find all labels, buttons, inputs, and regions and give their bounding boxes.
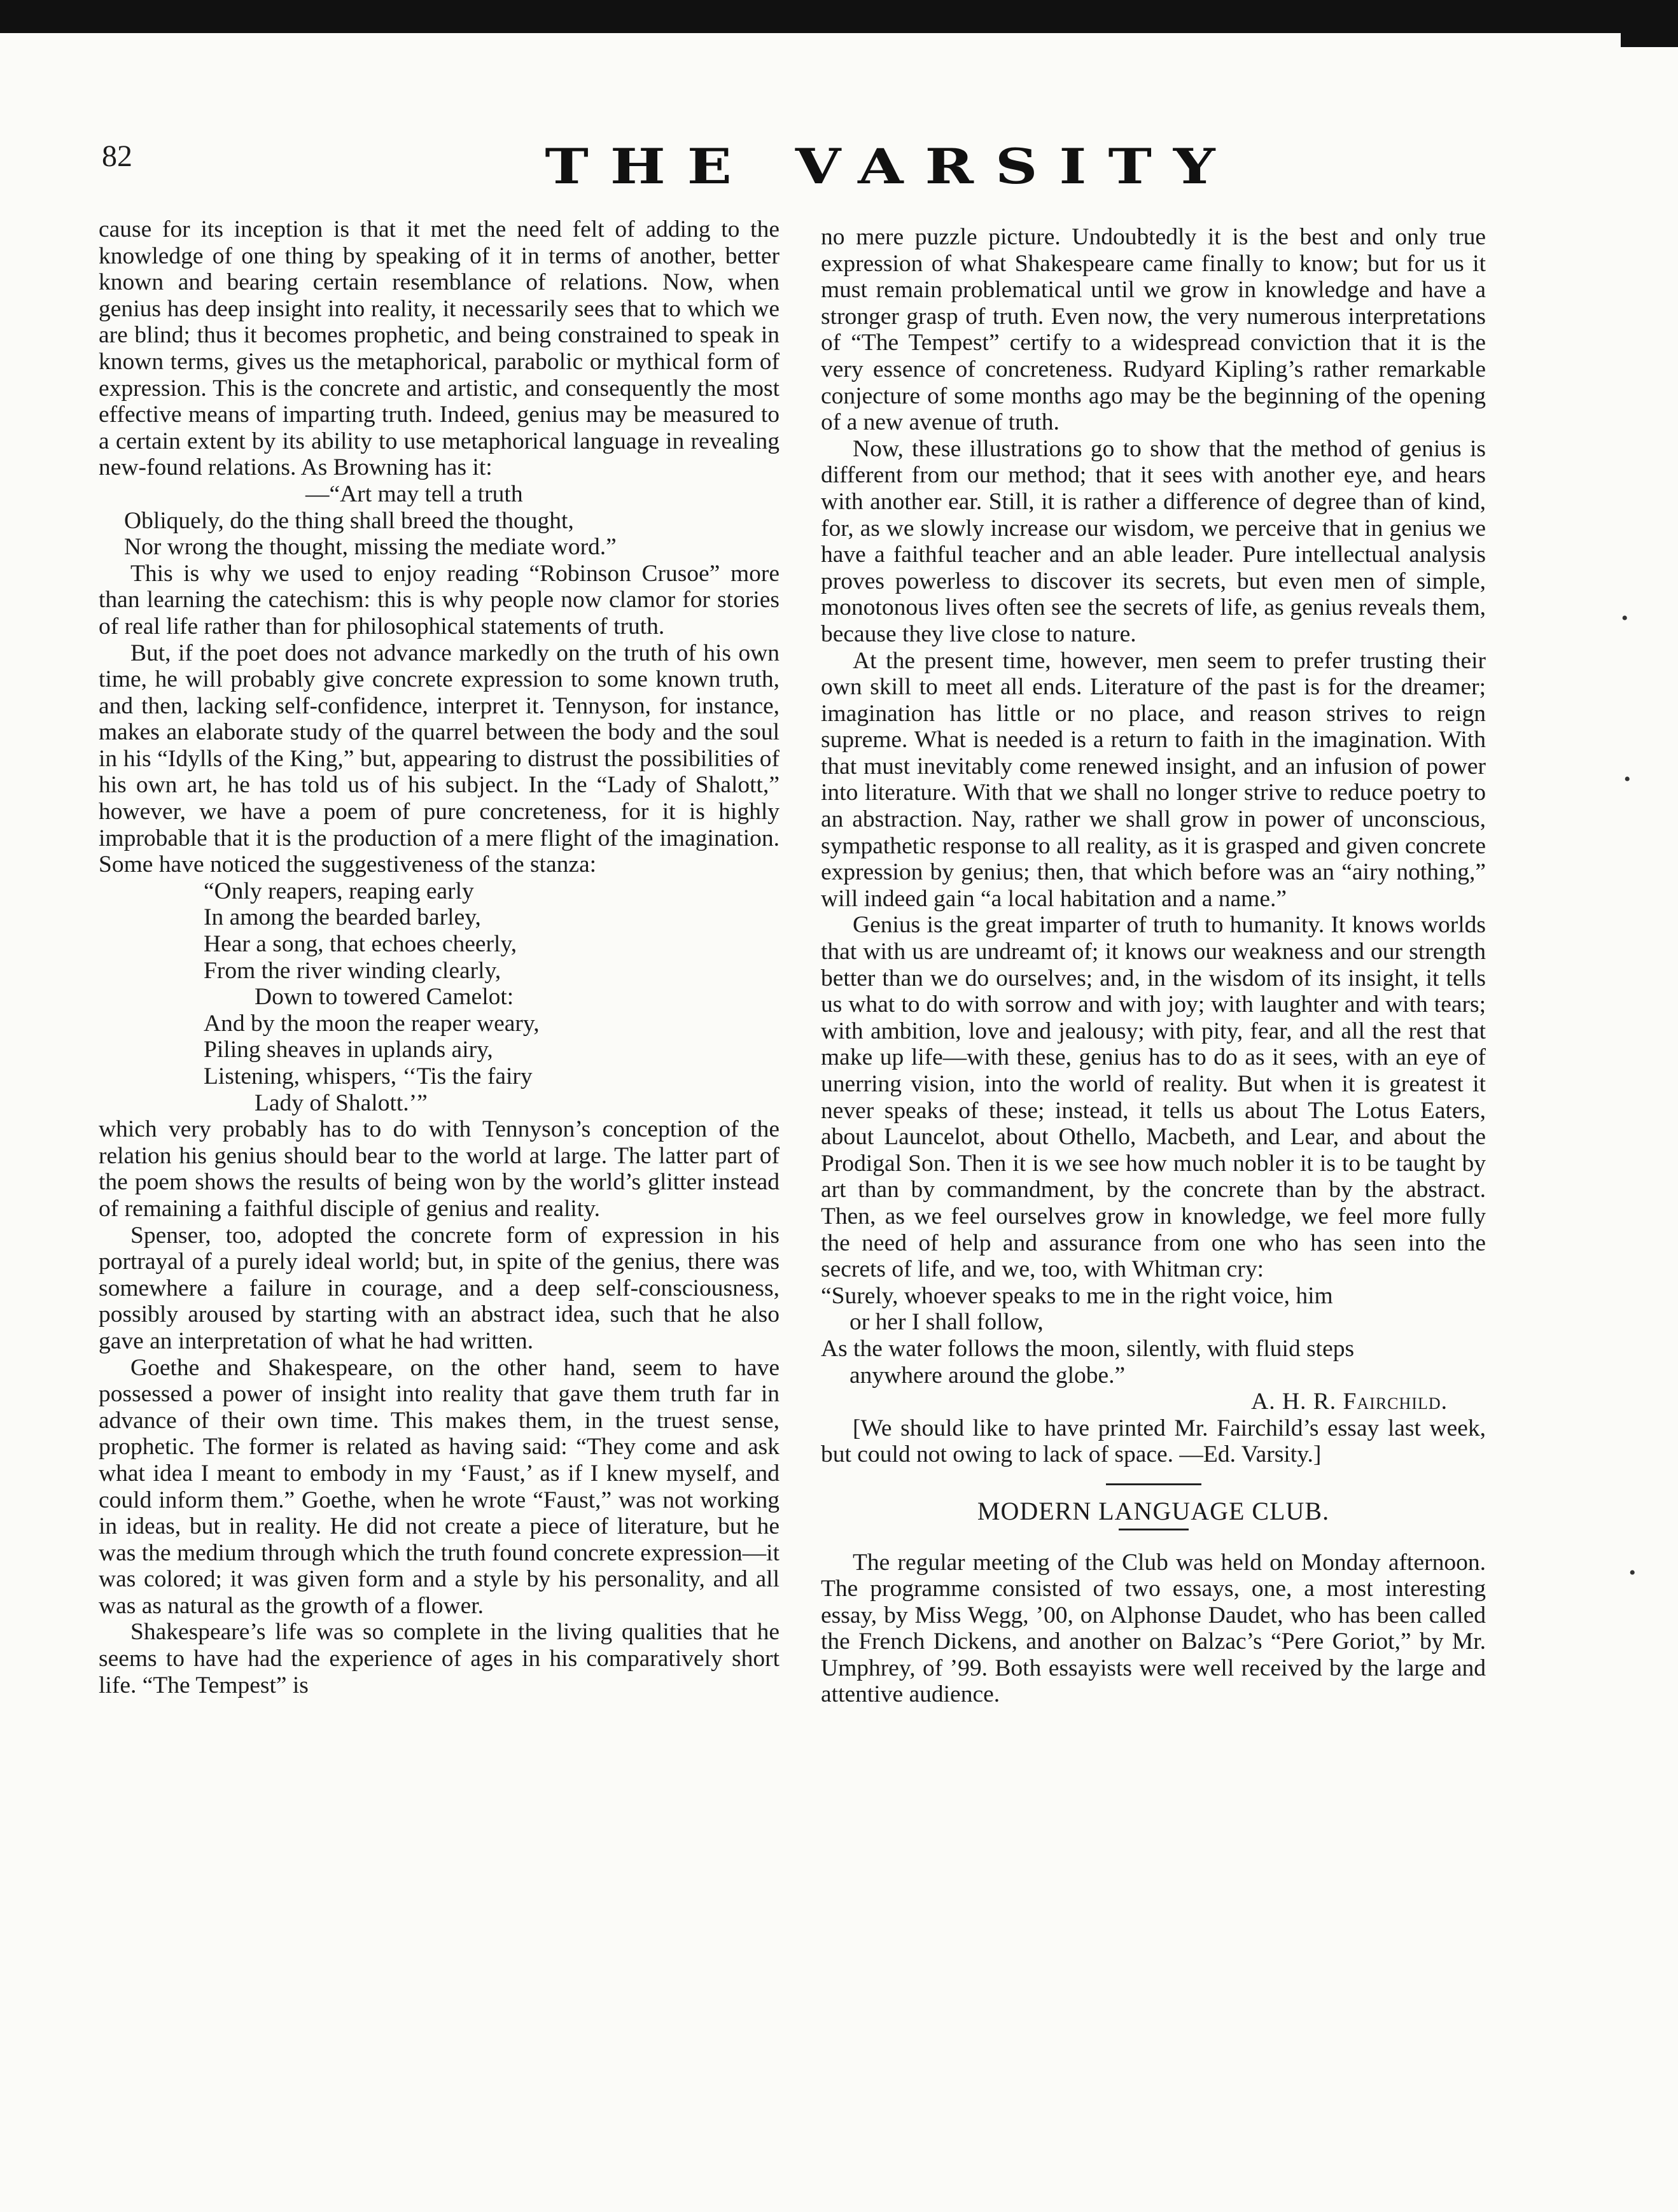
editor-note: [We should like to have printed Mr. Fairchild’s essay last week, but could not owing to lack of space. —Ed. Varsity.] <box>821 1415 1486 1468</box>
left-column <box>99 216 780 1698</box>
verse-line: “Surely, whoever speaks to me in the right voice, him <box>821 1282 1333 1309</box>
paragraph: This is why we used to enjoy reading “Robinson Crusoe” more than learning the catechism: this is why people now clamor for stories of real life rather than for philosophical statements of truth. <box>99 560 780 640</box>
paragraph: Spenser, too, adopted the concrete form of expression in his portrayal of a purely ideal world; but, in spite of the genius, there was somewhere a failure in courage, and a deep self-consciousness, possibly aroused by starting with an abstract idea, such that he also gave an interpretation of what he had written. <box>99 1222 780 1354</box>
margin-speck: • <box>1629 1562 1636 1583</box>
verse-line: Down to towered Camelot: <box>255 984 514 1011</box>
section-divider <box>1106 1483 1201 1485</box>
verse-line: And by the moon the reaper weary, <box>204 1010 540 1037</box>
section-title: MODERN LANGUAGE CLUB. <box>977 1496 1330 1525</box>
paragraph: Goethe and Shakespeare, on the other hand, seem to have possessed a power of insight into reality that gave them truth far in advance of their own time. This makes them, in the truest sense, prophetic. The former is related as having said: “They come and ask what idea I meant to embody in my ‘Faust,’ as if I knew myself, and could inform them.” Goethe, when he wrote “Faust,” was not working in ideas, but in reality. He did not create a piece of literature, but he was the medium through which the truth found concrete expression—it was colored; it was given form and a style by his personality, and all was as natural as the growth of a flower. <box>99 1354 780 1619</box>
verse-line: —“Art may tell a truth <box>305 480 523 507</box>
margin-speck: • <box>1621 608 1628 629</box>
verse-line: From the river winding clearly, <box>204 957 501 984</box>
section-title-underline <box>1119 1529 1189 1530</box>
top-border-notch <box>1621 33 1678 47</box>
top-border-bar <box>0 0 1678 33</box>
right-column <box>821 224 1486 1708</box>
masthead-title: THE VARSITY <box>545 138 1237 195</box>
verse-line: Nor wrong the thought, missing the mediate word.” <box>124 534 617 561</box>
author-signature: A. H. R. Fairchild. <box>1251 1389 1448 1415</box>
verse-line: As the water follows the moon, silently, with fluid steps <box>821 1335 1355 1362</box>
paragraph: no mere puzzle picture. Undoubtedly it is the best and only true expression of what Shakespeare came finally to know; but for us it must remain problematical until we grow in knowledge and have a stronger grasp of truth. Even now, the very numerous interpretations of “The Tempest” certify to a widespread conviction that it is the very essence of concreteness. Rudyard Kipling’s rather remarkable conjecture of some months ago may be the beginning of the opening of a new avenue of truth. <box>821 224 1486 436</box>
verse-line: Piling sheaves in uplands airy, <box>204 1037 493 1063</box>
paragraph: cause for its inception is that it met the need felt of adding to the knowledge of one thing by speaking of it in terms of another, better known and bearing certain resemblance of relations. Now, when genius has deep insight into reality, it necessarily sees that to which we are blind; thus it becomes prophetic, and being constrained to speak in known terms, gives us the metaphorical, parabolic or mythical form of expression. This is the concrete and artistic, and consequently the most effective means of imparting truth. Indeed, genius may be measured to a certain extent by its ability to use metaphorical language in revealing new-found relations. As Browning has it: <box>99 216 780 481</box>
verse-line: “Only reapers, reaping early <box>204 878 474 904</box>
verse-whitman <box>821 1283 1486 1389</box>
verse-line: or her I shall follow, <box>849 1309 1044 1336</box>
verse-line: In among the bearded barley, <box>204 904 481 931</box>
paragraph: which very probably has to do with Tennyson’s conception of the relation his genius should bear to the world at large. The latter part of the poem shows the results of being won by the world’s glitter instead of remaining a faithful disciple of genius and reality. <box>99 1116 780 1222</box>
verse-line: Obliquely, do the thing shall breed the thought, <box>124 507 574 534</box>
paragraph: The regular meeting of the Club was held on Monday afternoon. The programme consisted of two essays, one, a most interesting essay, by Miss Wegg, ’00, on Alphonse Daudet, who has been called the French Dickens, and another on Balzac’s “Pere Goriot,” by Mr. Umphrey, of ’99. Both essayists were well received by the large and attentive audience. <box>821 1549 1486 1708</box>
verse-lady-of-shalott <box>99 878 780 1116</box>
verse-browning <box>99 481 780 561</box>
paragraph: Now, these illustrations go to show that the method of genius is different from our method; that it sees with another eye, and hears with another ear. Still, it is rather a difference of degree than of kind, for, as we slowly increase our wisdom, we perceive that in genius we have a faithful teacher and an able leader. Pure intellectual analysis proves powerless to discover its secrets, but even men of simple, monotonous lives often see the secrets of life, as genius reveals them, because they live close to nature. <box>821 435 1486 647</box>
verse-line: anywhere around the globe.” <box>849 1362 1126 1389</box>
margin-speck: • <box>1624 769 1631 790</box>
paragraph: Shakespeare’s life was so complete in the living qualities that he seems to have had the experience of ages in his comparatively short life. “The Tempest” is <box>99 1619 780 1698</box>
paragraph: Genius is the great imparter of truth to humanity. It knows worlds that with us are undreamt of; it knows our weakness and our strength better than we do ourselves; and, in the wisdom of its insight, it tells us what to do with sorrow and with joy; with laughter and with tears; with ambition, love and jealousy; with pity, fear, and all the rest that make up life—with these, genius has to do as it sees, with an eye of unerring vision, into the world of reality. But when it is greatest it never speaks of these; instead, it tells us about The Lotus Eaters, about Launcelot, about Othello, Macbeth, and Lear, and about the Prodigal Son. Then it is we see how much nobler it is to be taught by art than by commandment, by the concrete than by the abstract. Then, as we feel ourselves grow in knowledge, we feel more fully the need of help and assurance from one who has seen into the secrets of life, and we, too, with Whitman cry: <box>821 912 1486 1283</box>
verse-line: Hear a song, that echoes cheerly, <box>204 931 517 958</box>
verse-line: Lady of Shalott.’” <box>255 1089 428 1116</box>
page-number: 82 <box>102 139 132 173</box>
verse-line: Listening, whispers, ‘‘Tis the fairy <box>204 1063 533 1089</box>
paragraph: At the present time, however, men seem to prefer trusting their own skill to meet all ends. Literature of the past is for the dreamer; imagination has little or no place, and reason strives to reign supreme. What is needed is a return to faith in the imagination. With that must inevitably come renewed insight, and an infusion of power into literature. With that we shall no longer strive to reduce poetry to an abstraction. Nay, rather we shall grow in power of unconscious, sympathetic response to all reality, as it is grasped and given concrete expression by genius; then, that which before was an “airy nothing,” will indeed gain “a local habitation and a name.” <box>821 647 1486 912</box>
paragraph: But, if the poet does not advance markedly on the truth of his own time, he will probably give concrete expression to some known truth, and then, lacking self-confidence, interpret it. Tennyson, for instance, makes an elaborate study of the quarrel between the body and the soul in his “Idylls of the King,” but, appearing to distrust the possibilities of his own art, he has told us of his subject. In the “Lady of Shalott,” however, we have a poem of pure concreteness, for it is highly improbable that it is the production of a mere flight of the imagination. Some have noticed the suggestiveness of the stanza: <box>99 640 780 878</box>
